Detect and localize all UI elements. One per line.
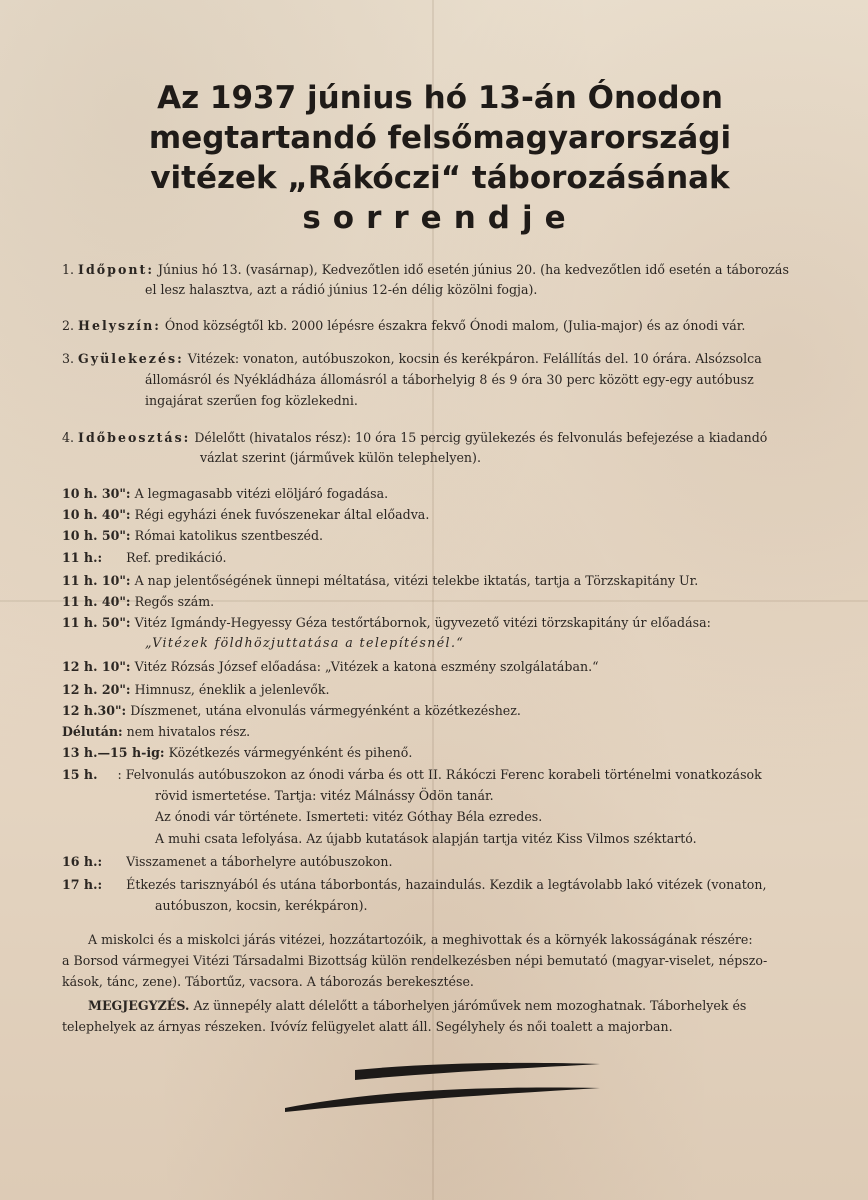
- schedule-row: 12 h.30": Díszmenet, utána elvonulás vármegyénként a közétkezéshez.: [62, 703, 521, 718]
- lecture-title: „Vitézek földhözjuttatása a telepítésnél.“: [145, 635, 465, 650]
- item-4: [62, 430, 767, 446]
- item-label: Gyülekezés:: [78, 351, 184, 366]
- item-number: 3.: [62, 351, 75, 366]
- schedule-continued: Az ónodi vár története. Ismerteti: vitéz Góthay Béla ezredes.: [155, 809, 543, 824]
- schedule-continued: autóbuszon, kocsin, kerékpáron).: [155, 898, 368, 913]
- item-label: Időbeosztás:: [78, 430, 191, 445]
- item-4-continued: vázlat szerint (járművek külön telephelyen).: [200, 450, 481, 465]
- schedule-row: 12 h. 10": Vitéz Rózsás József előadása: „Vitézek a katona eszmény szolgálatában.“: [62, 659, 599, 674]
- schedule-continued: A muhi csata lefolyása. Az újabb kutatások alapján tartja vitéz Kiss Vilmos széktartó.: [155, 831, 697, 846]
- schedule-row: 11 h. 40": Regős szám.: [62, 594, 215, 609]
- title-line-3: vitézek „Rákóczi“ táborozásának: [150, 160, 730, 196]
- item-number: 2.: [62, 318, 75, 333]
- item-text: Ónod községtől kb. 2000 lépésre északra fekvő Ónodi malom, (Julia-major) és az ónodi vár.: [160, 318, 746, 333]
- schedule-row: 11 h. 10": A nap jelentőségének ünnepi méltatása, vitézi telekbe iktatás, tartja a Törzskapitány Ur.: [62, 573, 699, 588]
- item-3-continued-2: ingajárat szerűen fog közlekedni.: [145, 393, 358, 408]
- schedule-row: 11 h.: Ref. predikáció.: [62, 550, 227, 565]
- schedule-row: 15 h. : Felvonulás autóbuszokon az ónodi várba és ott II. Rákóczi Ferenc korabeli történelmi vonatkozások: [62, 767, 762, 782]
- item-text: Délelőtt (hivatalos rész): 10 óra 15 percig gyülekezés és felvonulás befejezése a kiadandó: [190, 430, 768, 445]
- note-line: [88, 998, 746, 1014]
- item-text: Június hó 13. (vasárnap), Kedvezőtlen idő esetén június 20. (ha kedvezőtlen idő esetén a táborozás: [153, 262, 789, 277]
- note-text: Az ünnepély alatt délelőtt a táborhelyen járóművek nem mozoghatnak. Táborhelyek és: [193, 998, 747, 1013]
- item-label: Helyszín:: [78, 318, 161, 333]
- item-1-continued: el lesz halasztva, azt a rádió június 12-én délig közölni fogja).: [145, 282, 538, 297]
- title-line-2: megtartandó felsőmagyarországi: [148, 120, 732, 156]
- title-line-1: Az 1937 június hó 13-án Ónodon: [157, 80, 723, 116]
- item-3-continued: állomásról és Nyékládháza állomásról a táborhelyig 8 és 9 óra 30 perc között egy-egy autóbusz: [145, 372, 754, 387]
- poster-title: [60, 78, 820, 238]
- closing-line: telephelyek az árnyas részeken. Ivóvíz felügyelet alatt áll. Segélyhely és női toalett a majorban.: [62, 1019, 673, 1034]
- schedule-row: 11 h. 50": Vitéz Igmándy-Hegyessy Géza testőrtábornok, ügyvezető vitézi törzskapitány úr előadása:: [62, 615, 711, 630]
- schedule-row: Délután: nem hivatalos rész.: [62, 724, 251, 739]
- schedule-row: 10 h. 40": Régi egyházi ének fuvószenekar által előadva.: [62, 507, 430, 522]
- schedule-row: 12 h. 20": Himnusz, éneklik a jelenlevők.: [62, 682, 330, 697]
- schedule-row: 17 h.: Étkezés tarisznyából és utána táborbontás, hazaindulás. Kezdik a legtávolabb lakó vitézek (vonaton,: [62, 877, 767, 892]
- item-label: Időpont:: [78, 262, 154, 277]
- schedule-row: 10 h. 50": Római katolikus szentbeszéd.: [62, 528, 324, 543]
- decorative-swoosh-icon: [280, 1060, 610, 1120]
- item-text: Vitézek: vonaton, autóbuszokon, kocsin és kerékpáron. Felállítás del. 10 órára. Alsózsolca: [183, 351, 762, 366]
- closing-line: kások, tánc, zene). Tábortűz, vacsora. A táborozás berekesztése.: [62, 974, 474, 989]
- note-label: MEGJEGYZÉS.: [88, 998, 190, 1013]
- item-3: [62, 351, 762, 367]
- title-line-4: sorrendje: [302, 200, 578, 236]
- schedule-continued: rövid ismertetése. Tartja: vitéz Málnássy Ödön tanár.: [155, 788, 494, 803]
- item-1: [62, 262, 789, 278]
- closing-line: a Borsod vármegyei Vitézi Társadalmi Bizottság külön rendelkezésben népi bemutató (magyar-viselet, népszo-: [62, 953, 768, 968]
- schedule-row: 10 h. 30": A legmagasabb vitézi elöljáró fogadása.: [62, 486, 389, 501]
- schedule-row: 16 h.: Visszamenet a táborhelyre autóbuszokon.: [62, 854, 393, 869]
- schedule-row: 13 h.—15 h-ig: Közétkezés vármegyénként és pihenő.: [62, 745, 413, 760]
- closing-line: A miskolci és a miskolci járás vitézei, hozzátartozóik, a meghivottak és a környék lakosságának részére:: [88, 932, 753, 947]
- item-number: 1.: [62, 262, 75, 277]
- item-2: [62, 318, 745, 334]
- item-number: 4.: [62, 430, 75, 445]
